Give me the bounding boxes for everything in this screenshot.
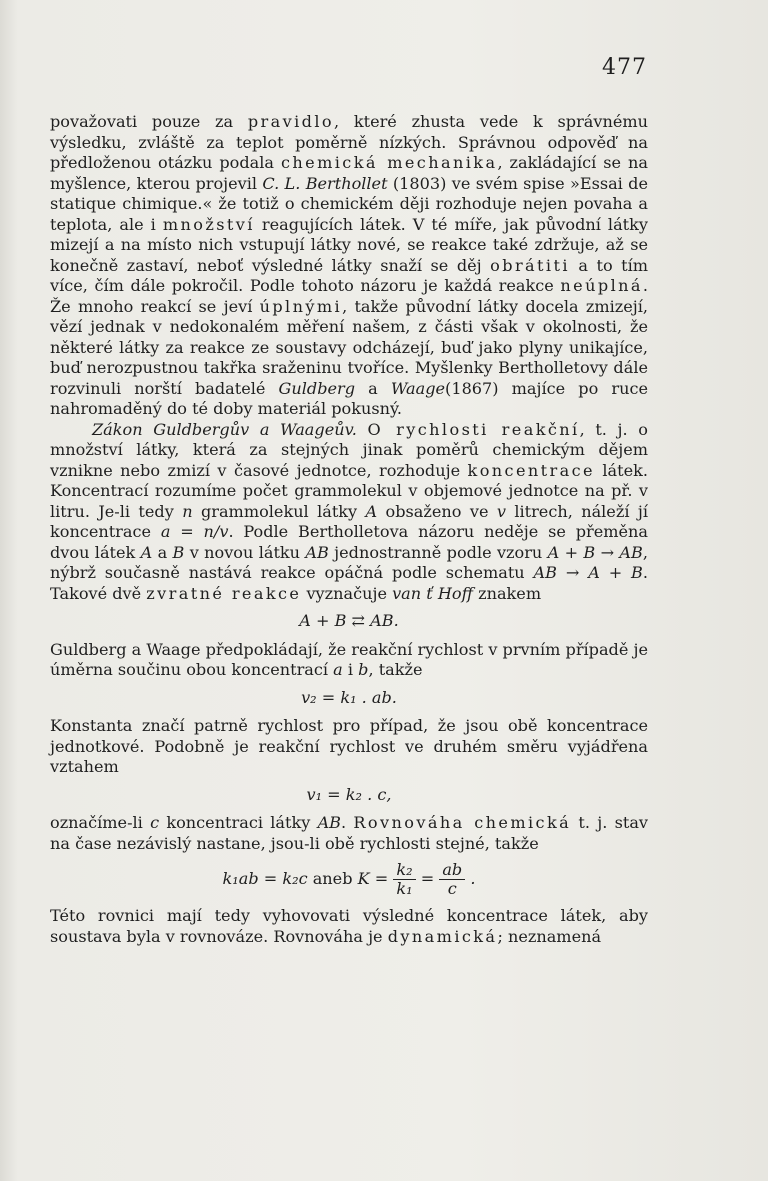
eq-left: k₁ab = k₂c — [222, 869, 308, 888]
text: . Podle Bertholletova názoru neděje se přeměna dvou látek — [50, 522, 648, 562]
text: Této rovnici mají tedy vyhovovati výsledné koncentrace látek, aby soustava byla v rovnováze. Rovnováha je — [50, 906, 648, 946]
equation-rate-forward: v₂ = k₁ . ab. — [301, 687, 397, 707]
text — [357, 420, 368, 439]
spaced-text: množství — [162, 214, 255, 234]
spaced-text: zvratné reakce — [146, 583, 302, 603]
text: obsaženo ve — [377, 501, 497, 521]
text: a to tím více, čím dále pokročil. Podle tohoto názoru je každá reakce — [50, 255, 649, 295]
text: (1803) ve svém spise »Essai de statique chimique.« že totiž o chemickém ději rozhoduje nejen povaha a teplota, ale i — [50, 173, 648, 234]
spaced-text: pravidlo — [247, 112, 334, 131]
italic-text: a = n/v — [160, 522, 229, 541]
fraction-k — [393, 861, 415, 898]
paragraph-1 — [50, 112, 648, 420]
italic-text: A — [365, 501, 378, 521]
paragraph-6 — [50, 906, 648, 947]
fraction-denominator: k₁ — [396, 879, 413, 898]
page-number: 477 — [602, 55, 647, 80]
text: a — [152, 542, 173, 562]
text: látek. Koncentrací rozumíme počet grammolekul v objemové jednotce na př. v litru. Je-li tedy — [50, 460, 648, 521]
italic-text: A + B → AB — [547, 542, 643, 562]
section-heading-italic: Zákon Guldbergův a Waageův. — [92, 419, 357, 439]
italic-text: van ť Hoff — [392, 583, 473, 603]
italic-text: v — [496, 501, 506, 521]
text: , takže původní látky docela zmizejí, vězí jednak v nedokonalém měření našem, z části však v okolnosti, že některé látky za reakce ze soustavy odcházejí, buď jako plyny unikajíce, buď nerozpustnou takřka sraženinu tvoříce. Myšlenky Bertholletovy dále rozvinuli norští badatelé — [50, 296, 648, 398]
text: , nýbrž současně nastává reakce opáčná podle schematu — [50, 542, 648, 582]
page-body — [50, 112, 648, 947]
paragraph-3 — [50, 640, 648, 681]
paragraph-5 — [50, 813, 648, 854]
spaced-text: O rychlosti reakční — [367, 419, 580, 439]
italic-text: Guldberg — [278, 378, 356, 398]
paragraph-4 — [50, 716, 648, 778]
text: vyznačuje — [301, 583, 393, 603]
text: . Že mnoho reakcí se jeví — [50, 276, 648, 316]
text: znakem — [472, 583, 542, 603]
text: (1867) majíce po ruce nahromaděný do té doby materiál pokusný. — [50, 378, 649, 418]
text: , které zhusta vede k správnému výsledku, zvláště za teplot poměrně nízkých. Správnou odpověď na předloženou otázku podala — [50, 112, 648, 172]
eq-end: . — [465, 869, 476, 888]
spaced-text: neúplná — [560, 276, 643, 295]
text: jednostranně podle vzoru — [328, 542, 548, 562]
italic-text: b — [358, 660, 369, 679]
italic-text: AB — [317, 813, 342, 832]
spaced-text: chemická mechanika — [280, 153, 498, 172]
italic-text: C. L. Berthollet — [262, 173, 388, 193]
text: . — [341, 813, 354, 832]
fraction-conc — [439, 861, 465, 898]
spaced-text: dynamická — [387, 926, 498, 946]
text: ; neznamená — [497, 926, 602, 946]
equation-rate-reverse: v₁ = k₂ . c, — [306, 784, 392, 804]
fraction-denominator: c — [447, 879, 457, 898]
text: v novou látku — [184, 542, 306, 562]
text: , zakládající se na myšlence, kterou projevil — [50, 153, 648, 193]
eq-sign: = — [415, 869, 440, 888]
italic-text: n — [182, 501, 193, 521]
fraction-numerator: k₂ — [393, 861, 415, 880]
italic-text: A — [140, 542, 153, 562]
spaced-text: úplnými — [259, 296, 343, 316]
fraction-numerator: ab — [439, 861, 465, 880]
spaced-text: Rovnováha chemická — [353, 813, 572, 832]
text: Konstanta značí patrně rychlost pro případ, že jsou obě koncentrace jednotkové. Podobně je reakční rychlost ve druhém směru vyjádřena vztahem — [50, 716, 648, 776]
spaced-text: obrátiti — [490, 255, 570, 275]
italic-text: Waage — [390, 378, 446, 398]
text: t. j. stav na čase nezávislý nastane, jsou-li obě rychlosti stejné, takže — [50, 813, 649, 853]
italic-text: B — [172, 542, 185, 562]
eq-constant: K = — [357, 869, 389, 888]
paragraph-2 — [50, 420, 648, 605]
text: Guldberg a Waage předpokládají, že reakční rychlost v prvním případě je úměrna součinu obou koncentrací — [50, 639, 649, 679]
text: i — [342, 660, 359, 679]
italic-text: AB — [305, 542, 329, 562]
text: považovati pouze za — [50, 112, 248, 131]
equation-equilibrium-constant — [50, 861, 648, 898]
text: koncentraci látky — [159, 813, 318, 832]
equation-equilibrium: A + B ⇄ AB. — [299, 611, 399, 630]
text: , takže — [368, 660, 423, 679]
eq-conjunction: aneb — [307, 869, 358, 888]
spaced-text: koncentrace — [467, 460, 595, 480]
text: reagujících látek. V té míře, jak původní látky mizejí a na místo nich vstupují látky nové, se reakce také zdržuje, až se konečně zastaví, neboť výsledné látky snaží se děj — [50, 214, 648, 275]
text: litrech, náleží jí koncentrace — [50, 501, 648, 541]
italic-text: a — [333, 660, 343, 679]
text: a — [355, 378, 391, 398]
text: . Takové dvě — [50, 563, 648, 603]
italic-text: AB → A + B — [533, 563, 643, 582]
text: , t. j. o množství látky, která za stejných jinak poměrů chemickým dějem vznikne nebo zmizí v časové jednotce, rozhoduje — [50, 419, 648, 480]
text: grammolekul látky — [192, 501, 366, 521]
italic-text: c — [150, 813, 160, 832]
text: označíme-li — [50, 813, 151, 832]
